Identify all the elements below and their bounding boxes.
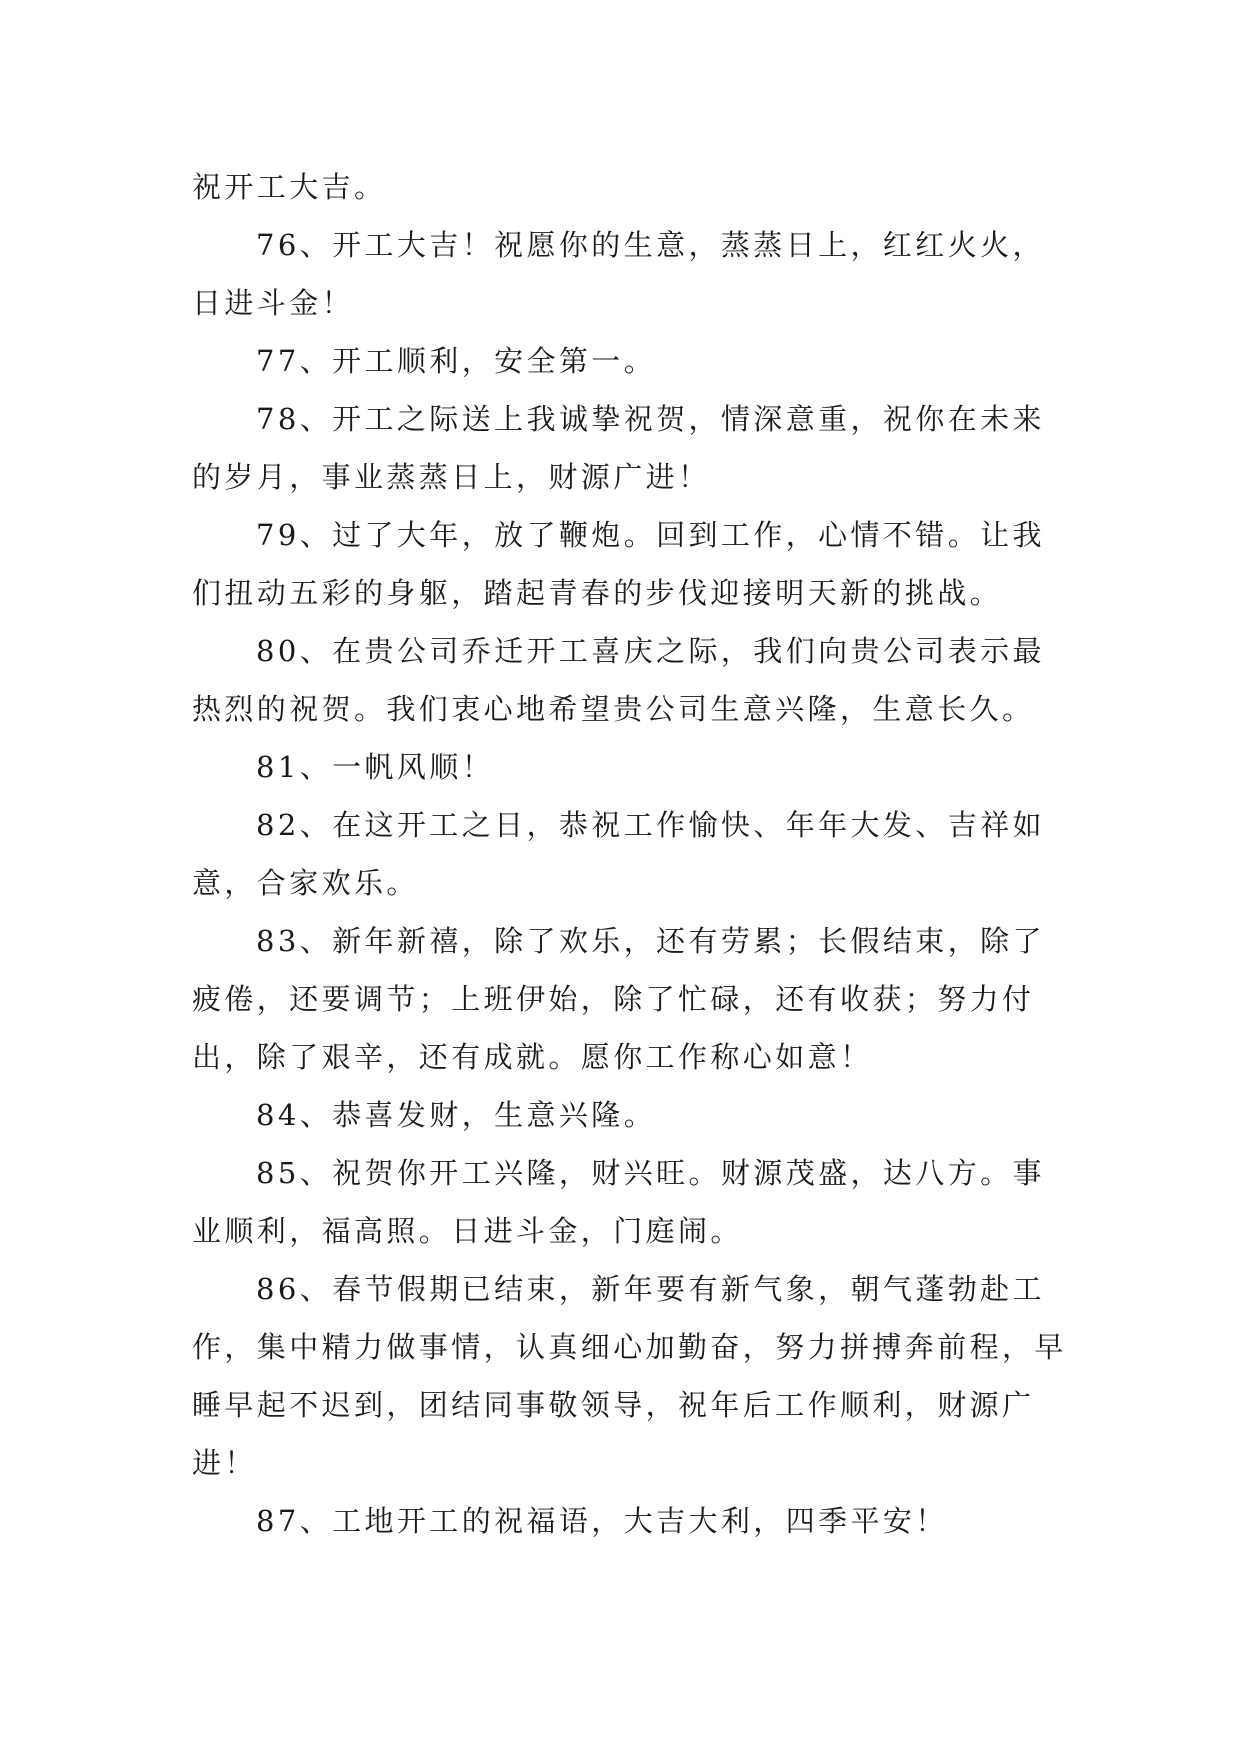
paragraph-77: 77、开工顺利，安全第一。: [256, 344, 657, 378]
paragraph-76: 76、开工大吉！祝愿你的生意，蒸蒸日上，红红火火，日进斗金！: [192, 228, 1045, 320]
paragraph-87: 87、工地开工的祝福语，大吉大利，四季平安！: [256, 1504, 948, 1538]
paragraph-83: 83、新年新禧，除了欢乐，还有劳累；长假结束，除了疲倦，还要调节；上班伊始，除了忙碌，还有收获；努力付出，除了艰辛，还有成就。愿你工作称心如意！: [192, 924, 1045, 1074]
paragraph-80: 80、在贵公司乔迁开工喜庆之际，我们向贵公司表示最热烈的祝贺。我们衷心地希望贵公司生意兴隆，生意长久。: [192, 634, 1045, 726]
paragraph-82: 82、在这开工之日，恭祝工作愉快、年年大发、吉祥如意，合家欢乐。: [192, 808, 1045, 900]
document-body: [192, 158, 1072, 1550]
paragraph-78: 78、开工之际送上我诚挚祝贺，情深意重，祝你在未来的岁月，事业蒸蒸日上，财源广进！: [192, 402, 1045, 494]
paragraph-79: 79、过了大年，放了鞭炮。回到工作，心情不错。让我们扭动五彩的身躯，踏起青春的步伐迎接明天新的挑战。: [192, 518, 1045, 610]
paragraph-81: 81、一帆风顺！: [256, 750, 495, 784]
paragraph-85: 85、祝贺你开工兴隆，财兴旺。财源茂盛，达八方。事业顺利，福高照。日进斗金，门庭闹。: [192, 1156, 1045, 1248]
paragraph-84: 84、恭喜发财，生意兴隆。: [256, 1098, 657, 1132]
paragraph-86: 86、春节假期已结束，新年要有新气象，朝气蓬勃赴工作，集中精力做事情，认真细心加勤奋，努力拼搏奔前程，早睡早起不迟到，团结同事敬领导，祝年后工作顺利，财源广进！: [192, 1272, 1067, 1480]
paragraph-continuation: 祝开工大吉。: [192, 170, 387, 204]
